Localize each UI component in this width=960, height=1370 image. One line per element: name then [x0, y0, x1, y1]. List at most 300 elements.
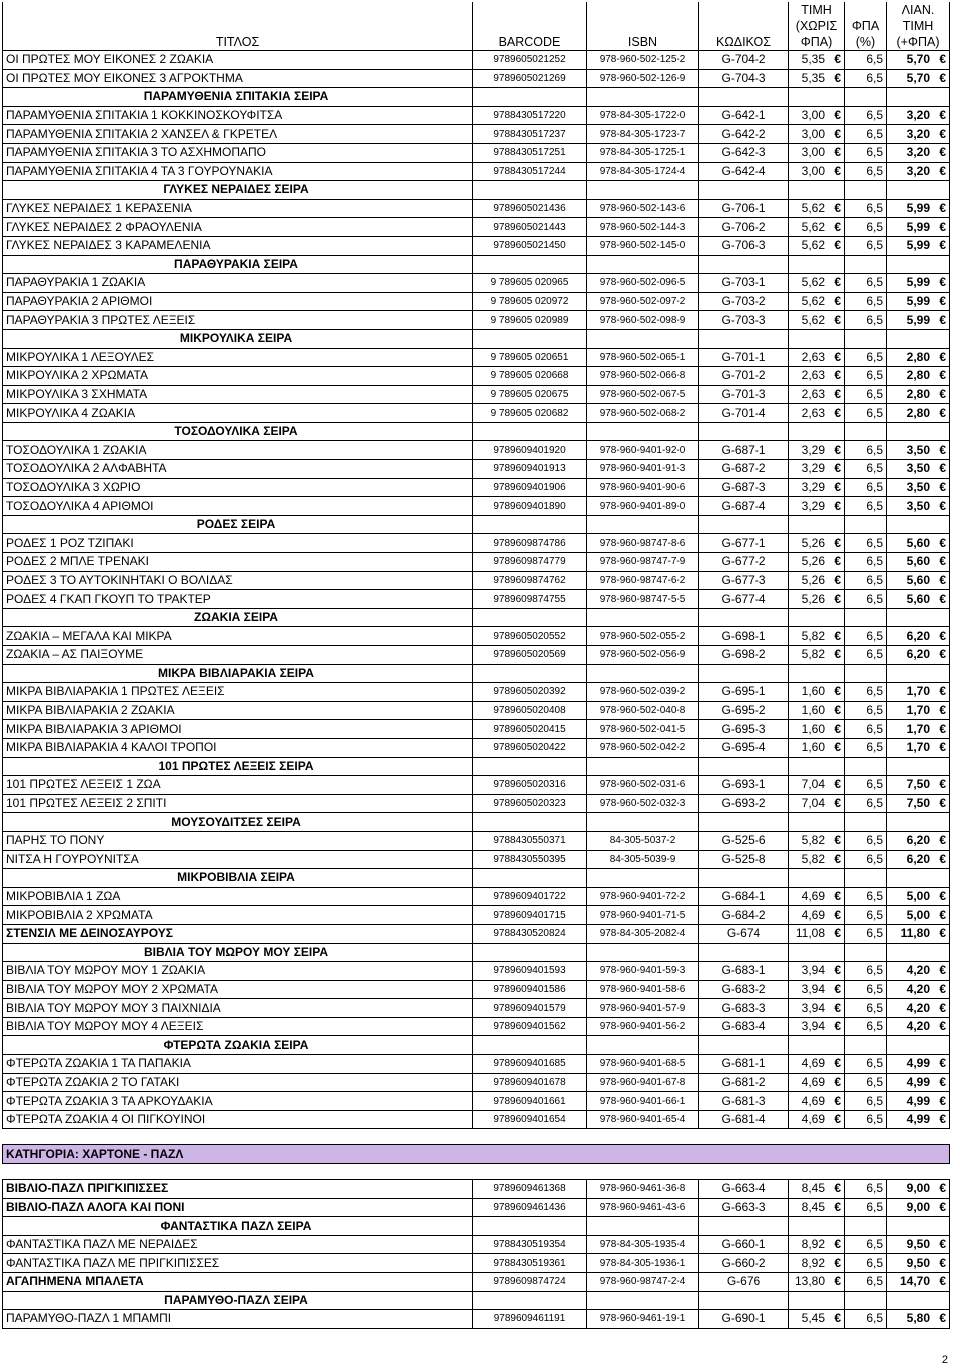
table-row	[3, 701, 950, 720]
item-vat: 6,5	[845, 1273, 887, 1292]
item-price-value: 2,63	[801, 368, 825, 383]
item-isbn: 978-84-305-1935-4	[587, 1235, 699, 1254]
item-price-value: 1,60	[801, 684, 825, 699]
euro-icon: €	[939, 219, 946, 234]
euro-icon: €	[834, 238, 841, 253]
item-title: ΡΟΔΕΣ 1 ΡΟΖ ΤΖΙΠΑΚΙ	[3, 534, 473, 553]
item-vat: 6,5	[845, 460, 887, 479]
item-code: G-663-3	[699, 1198, 789, 1217]
item-price-value: 3,94	[801, 981, 825, 996]
item-retail	[887, 1310, 950, 1329]
item-vat: 6,5	[845, 348, 887, 367]
item-isbn: 978-960-98747-2-4	[587, 1273, 699, 1292]
item-vat: 6,5	[845, 69, 887, 88]
item-retail	[887, 348, 950, 367]
item-code: G-677-4	[699, 590, 789, 609]
item-vat: 6,5	[845, 143, 887, 162]
spacer-row	[3, 1164, 950, 1180]
item-retail	[887, 887, 950, 906]
empty-cell	[845, 181, 887, 200]
item-price-value: 3,00	[801, 126, 825, 141]
euro-icon: €	[939, 628, 946, 643]
table-row	[3, 1110, 950, 1129]
item-price-value: 5,62	[801, 201, 825, 216]
item-barcode: 9789605021450	[473, 236, 587, 255]
empty-cell	[789, 869, 845, 888]
empty-cell	[587, 1036, 699, 1055]
item-retail-value: 5,60	[906, 572, 930, 587]
euro-icon: €	[834, 349, 841, 364]
table-row	[3, 106, 950, 125]
euro-icon: €	[834, 163, 841, 178]
item-isbn: 978-960-9401-59-3	[587, 962, 699, 981]
euro-icon: €	[939, 349, 946, 364]
item-retail-value: 3,20	[906, 108, 930, 123]
empty-cell	[699, 1217, 789, 1236]
item-code: G-660-2	[699, 1254, 789, 1273]
table-row	[3, 292, 950, 311]
item-barcode: 9788430519361	[473, 1254, 587, 1273]
item-retail-value: 9,50	[906, 1237, 930, 1252]
item-vat: 6,5	[845, 1110, 887, 1129]
item-price-value: 3,29	[801, 498, 825, 513]
item-vat: 6,5	[845, 404, 887, 423]
item-code: G-525-8	[699, 850, 789, 869]
item-code: G-683-1	[699, 962, 789, 981]
series-row	[3, 813, 950, 832]
item-price-value: 5,62	[801, 275, 825, 290]
item-retail	[887, 999, 950, 1018]
item-barcode: 9789609401661	[473, 1092, 587, 1111]
item-isbn: 978-960-502-068-2	[587, 404, 699, 423]
item-barcode: 9789609874779	[473, 553, 587, 572]
item-retail	[887, 571, 950, 590]
table-row	[3, 646, 950, 665]
item-isbn: 978-960-98747-7-9	[587, 553, 699, 572]
item-retail-value: 6,20	[906, 647, 930, 662]
series-title: ΡΟΔΕΣ ΣΕΙΡΑ	[3, 515, 473, 534]
item-vat: 6,5	[845, 478, 887, 497]
item-code: G-704-2	[699, 51, 789, 70]
item-price-value: 4,69	[801, 907, 825, 922]
empty-cell	[887, 255, 950, 274]
item-price	[789, 534, 845, 553]
item-retail-value: 5,70	[906, 52, 930, 67]
empty-cell	[845, 757, 887, 776]
table-row	[3, 1017, 950, 1036]
item-price	[789, 236, 845, 255]
item-title: ΒΙΒΛΙΑ ΤΟΥ ΜΩΡΟΥ ΜΟΥ 2 ΧΡΩΜΑΤΑ	[3, 980, 473, 999]
item-isbn: 978-960-9401-91-3	[587, 460, 699, 479]
empty-cell	[887, 181, 950, 200]
item-price	[789, 143, 845, 162]
item-vat: 6,5	[845, 776, 887, 795]
item-code: G-642-1	[699, 106, 789, 125]
euro-icon: €	[834, 126, 841, 141]
euro-icon: €	[834, 1000, 841, 1015]
empty-cell	[887, 813, 950, 832]
empty-cell	[887, 329, 950, 348]
euro-icon: €	[939, 889, 946, 904]
item-price	[789, 794, 845, 813]
item-title: ΠΑΡΑΘΥΡΑΚΙΑ 3 ΠΡΩΤΕΣ ΛΕΞΕΙΣ	[3, 311, 473, 330]
item-retail	[887, 1073, 950, 1092]
series-row	[3, 943, 950, 962]
table-row	[3, 460, 950, 479]
empty-cell	[699, 1291, 789, 1310]
item-isbn: 978-960-9401-72-2	[587, 887, 699, 906]
item-price-value: 5,35	[801, 52, 825, 67]
item-price-value: 8,45	[801, 1199, 825, 1214]
item-retail-value: 2,80	[906, 386, 930, 401]
table-row	[3, 199, 950, 218]
table-row	[3, 497, 950, 516]
item-retail-value: 5,00	[906, 889, 930, 904]
euro-icon: €	[834, 963, 841, 978]
item-vat: 6,5	[845, 738, 887, 757]
item-price-value: 5,62	[801, 238, 825, 253]
item-retail	[887, 1092, 950, 1111]
item-retail-value: 3,50	[906, 442, 930, 457]
item-isbn: 978-960-502-065-1	[587, 348, 699, 367]
item-barcode: 9788430517251	[473, 143, 587, 162]
empty-cell	[473, 813, 587, 832]
item-vat: 6,5	[845, 1235, 887, 1254]
item-title: ΜΙΚΡΟΥΛΙΚΑ 2 ΧΡΩΜΑΤΑ	[3, 367, 473, 386]
item-code: G-676	[699, 1273, 789, 1292]
empty-cell	[699, 608, 789, 627]
item-retail	[887, 497, 950, 516]
item-barcode: 9789605020422	[473, 738, 587, 757]
item-retail-value: 9,00	[906, 1199, 930, 1214]
table-row	[3, 1180, 950, 1199]
item-retail	[887, 683, 950, 702]
item-title: ΦΤΕΡΩΤΑ ΖΩΑΚΙΑ 3 ΤΑ ΑΡΚΟΥΔΑΚΙΑ	[3, 1092, 473, 1111]
item-vat: 6,5	[845, 385, 887, 404]
empty-cell	[887, 664, 950, 683]
item-price	[789, 199, 845, 218]
euro-icon: €	[939, 721, 946, 736]
item-price	[789, 1198, 845, 1217]
item-barcode: 9789609401678	[473, 1073, 587, 1092]
item-isbn: 978-960-502-031-6	[587, 776, 699, 795]
item-price	[789, 385, 845, 404]
item-retail-value: 5,70	[906, 70, 930, 85]
item-code: G-681-3	[699, 1092, 789, 1111]
series-title: ΦΤΕΡΩΤΑ ΖΩΑΚΙΑ ΣΕΙΡΑ	[3, 1036, 473, 1055]
item-retail	[887, 924, 950, 943]
item-barcode: 9789605021443	[473, 218, 587, 237]
euro-icon: €	[834, 1019, 841, 1034]
table-row	[3, 367, 950, 386]
item-code: G-660-1	[699, 1235, 789, 1254]
item-title: ΜΙΚΡΟΒΙΒΛΙΑ 2 ΧΡΩΜΑΤΑ	[3, 906, 473, 925]
item-retail	[887, 906, 950, 925]
item-barcode: 9788430519354	[473, 1235, 587, 1254]
header-title: ΤΙΤΛΟΣ	[3, 2, 473, 51]
item-retail-value: 4,20	[906, 1019, 930, 1034]
item-title: ΟΙ ΠΡΩΤΕΣ ΜΟΥ ΕΙΚΟΝΕΣ 3 ΑΓΡΟΚΤΗΜΑ	[3, 69, 473, 88]
euro-icon: €	[939, 442, 946, 457]
item-price	[789, 831, 845, 850]
euro-icon: €	[939, 1255, 946, 1270]
item-title: ΦΤΕΡΩΤΑ ΖΩΑΚΙΑ 1 ΤΑ ΠΑΠΑΚΙΑ	[3, 1055, 473, 1074]
item-code: G-704-3	[699, 69, 789, 88]
item-isbn: 978-960-502-097-2	[587, 292, 699, 311]
item-price-value: 4,69	[801, 1112, 825, 1127]
item-price	[789, 311, 845, 330]
item-price-value: 5,26	[801, 535, 825, 550]
item-price	[789, 348, 845, 367]
series-title: ΓΛΥΚΕΣ ΝΕΡΑΙΔΕΣ ΣΕΙΡΑ	[3, 181, 473, 200]
item-title: ΜΙΚΡΟΒΙΒΛΙΑ 1 ΖΩΑ	[3, 887, 473, 906]
item-barcode: 9789609401685	[473, 1055, 587, 1074]
item-retail-value: 4,20	[906, 981, 930, 996]
item-title: ΒΙΒΛΙΟ-ΠΑΖΛ ΠΡΙΓΚΙΠΙΣΣΕΣ	[3, 1180, 473, 1199]
item-code: G-677-3	[699, 571, 789, 590]
item-code: G-684-1	[699, 887, 789, 906]
item-barcode: 9789609874786	[473, 534, 587, 553]
euro-icon: €	[939, 926, 946, 941]
euro-icon: €	[834, 275, 841, 290]
item-vat: 6,5	[845, 497, 887, 516]
empty-cell	[789, 608, 845, 627]
item-price-value: 7,04	[801, 796, 825, 811]
empty-cell	[845, 422, 887, 441]
item-isbn: 978-84-305-1722-0	[587, 106, 699, 125]
item-code: G-706-3	[699, 236, 789, 255]
item-retail	[887, 385, 950, 404]
empty-cell	[473, 757, 587, 776]
empty-cell	[473, 664, 587, 683]
empty-cell	[587, 943, 699, 962]
empty-cell	[887, 608, 950, 627]
item-barcode: 9788430517244	[473, 162, 587, 181]
euro-icon: €	[834, 796, 841, 811]
item-barcode: 9789609461191	[473, 1310, 587, 1329]
item-price-value: 3,00	[801, 145, 825, 160]
euro-icon: €	[939, 294, 946, 309]
item-price	[789, 404, 845, 423]
euro-icon: €	[834, 219, 841, 234]
series-row	[3, 1291, 950, 1310]
euro-icon: €	[939, 1311, 946, 1326]
euro-icon: €	[939, 52, 946, 67]
item-code: G-701-2	[699, 367, 789, 386]
table-row	[3, 236, 950, 255]
item-vat: 6,5	[845, 794, 887, 813]
table-row	[3, 962, 950, 981]
euro-icon: €	[834, 1056, 841, 1071]
item-vat: 6,5	[845, 887, 887, 906]
series-row	[3, 255, 950, 274]
item-barcode: 9789609401593	[473, 962, 587, 981]
item-price-value: 2,63	[801, 386, 825, 401]
item-vat: 6,5	[845, 1198, 887, 1217]
euro-icon: €	[834, 461, 841, 476]
item-isbn: 978-960-9401-67-8	[587, 1073, 699, 1092]
item-isbn: 978-84-305-2082-4	[587, 924, 699, 943]
item-vat: 6,5	[845, 980, 887, 999]
item-price-value: 1,60	[801, 740, 825, 755]
empty-cell	[473, 181, 587, 200]
item-title: ΡΟΔΕΣ 3 ΤΟ ΑΥΤΟΚΙΝΗΤΑΚΙ Ο ΒΟΛΙΔΑΣ	[3, 571, 473, 590]
item-title: ΠΑΡΑΜΥΘΟ-ΠΑΖΛ 1 ΜΠΑΜΠΙ	[3, 1310, 473, 1329]
item-retail-value: 9,00	[906, 1181, 930, 1196]
table-row	[3, 218, 950, 237]
empty-cell	[887, 757, 950, 776]
empty-cell	[789, 757, 845, 776]
item-price-value: 8,45	[801, 1181, 825, 1196]
euro-icon: €	[939, 70, 946, 85]
empty-cell	[789, 255, 845, 274]
empty-cell	[789, 181, 845, 200]
empty-cell	[789, 329, 845, 348]
item-vat: 6,5	[845, 199, 887, 218]
euro-icon: €	[834, 907, 841, 922]
item-price-value: 4,69	[801, 1093, 825, 1108]
empty-cell	[587, 255, 699, 274]
empty-cell	[473, 422, 587, 441]
item-title: ΦΤΕΡΩΤΑ ΖΩΑΚΙΑ 2 ΤΟ ΓΑΤΑΚΙ	[3, 1073, 473, 1092]
item-barcode: 9789609401562	[473, 1017, 587, 1036]
series-title: ΠΑΡΑΘΥΡΑΚΙΑ ΣΕΙΡΑ	[3, 255, 473, 274]
empty-cell	[473, 1291, 587, 1310]
header-vat: ΦΠΑ (%)	[845, 2, 887, 51]
item-retail	[887, 962, 950, 981]
empty-cell	[587, 515, 699, 534]
item-title: ΠΑΡΑΘΥΡΑΚΙΑ 1 ΖΩΑΚΙΑ	[3, 274, 473, 293]
item-title: ΒΙΒΛΙΟ-ΠΑΖΛ ΑΛΟΓΑ ΚΑΙ ΠΟΝΙ	[3, 1198, 473, 1217]
item-barcode: 9 789605 020989	[473, 311, 587, 330]
item-price	[789, 218, 845, 237]
euro-icon: €	[939, 126, 946, 141]
item-isbn: 978-960-9401-66-1	[587, 1092, 699, 1111]
item-retail-value: 7,50	[906, 796, 930, 811]
euro-icon: €	[834, 628, 841, 643]
item-title: ΠΑΡΑΜΥΘΕΝΙΑ ΣΠΙΤΑΚΙΑ 3 ΤΟ ΑΣΧΗΜΟΠΑΠΟ	[3, 143, 473, 162]
item-code: G-642-3	[699, 143, 789, 162]
item-price	[789, 1017, 845, 1036]
series-row	[3, 1036, 950, 1055]
series-title: ΦΑΝΤΑΣΤΙΚΑ ΠΑΖΛ ΣΕΙΡΑ	[3, 1217, 473, 1236]
euro-icon: €	[834, 721, 841, 736]
empty-cell	[789, 813, 845, 832]
euro-icon: €	[939, 684, 946, 699]
euro-icon: €	[834, 70, 841, 85]
item-retail	[887, 106, 950, 125]
euro-icon: €	[834, 535, 841, 550]
item-code: G-706-2	[699, 218, 789, 237]
item-title: ΡΟΔΕΣ 4 ΓΚΑΠ ΓΚΟΥΠ ΤΟ ΤΡΑΚΤΕΡ	[3, 590, 473, 609]
euro-icon: €	[939, 572, 946, 587]
empty-cell	[587, 88, 699, 107]
item-isbn: 978-960-502-125-2	[587, 51, 699, 70]
item-price	[789, 1055, 845, 1074]
item-code: G-683-4	[699, 1017, 789, 1036]
item-code: G-683-3	[699, 999, 789, 1018]
item-retail-value: 4,99	[906, 1093, 930, 1108]
item-code: G-677-1	[699, 534, 789, 553]
euro-icon: €	[834, 833, 841, 848]
item-price	[789, 962, 845, 981]
item-retail	[887, 274, 950, 293]
item-price	[789, 1110, 845, 1129]
item-barcode: 9788430550395	[473, 850, 587, 869]
euro-icon: €	[834, 294, 841, 309]
item-barcode: 9789609401906	[473, 478, 587, 497]
euro-icon: €	[834, 981, 841, 996]
table-row	[3, 1198, 950, 1217]
item-title: ΝΙΤΣΑ Η ΓΟΥΡΟΥΝΙΤΣΑ	[3, 850, 473, 869]
euro-icon: €	[834, 703, 841, 718]
empty-cell	[699, 943, 789, 962]
series-row	[3, 608, 950, 627]
empty-cell	[699, 181, 789, 200]
item-barcode: 9789609401586	[473, 980, 587, 999]
euro-icon: €	[939, 554, 946, 569]
item-title: ΠΑΡΑΜΥΘΕΝΙΑ ΣΠΙΤΑΚΙΑ 4 ΤΑ 3 ΓΟΥΡΟΥΝΑΚΙΑ	[3, 162, 473, 181]
item-vat: 6,5	[845, 720, 887, 739]
empty-cell	[587, 869, 699, 888]
item-vat: 6,5	[845, 274, 887, 293]
item-isbn: 978-960-9401-89-0	[587, 497, 699, 516]
item-price-value: 11,08	[795, 926, 825, 941]
empty-cell	[789, 88, 845, 107]
item-title: ΡΟΔΕΣ 2 ΜΠΛΕ ΤΡΕΝΑΚΙ	[3, 553, 473, 572]
item-barcode: 9789609874724	[473, 1273, 587, 1292]
item-vat: 6,5	[845, 1310, 887, 1329]
item-price-value: 1,60	[801, 703, 825, 718]
item-barcode: 9788430517237	[473, 125, 587, 144]
item-retail-value: 5,60	[906, 535, 930, 550]
header-row	[3, 2, 950, 51]
item-price-value: 5,82	[801, 628, 825, 643]
item-retail-value: 5,99	[906, 275, 930, 290]
item-retail	[887, 1017, 950, 1036]
euro-icon: €	[834, 479, 841, 494]
spacer-cell	[3, 1164, 950, 1180]
empty-cell	[473, 1036, 587, 1055]
empty-cell	[473, 943, 587, 962]
euro-icon: €	[834, 572, 841, 587]
item-retail	[887, 51, 950, 70]
item-price	[789, 1073, 845, 1092]
empty-cell	[789, 515, 845, 534]
item-isbn: 978-960-502-042-2	[587, 738, 699, 757]
euro-icon: €	[834, 1199, 841, 1214]
item-price	[789, 1092, 845, 1111]
header-retail: ΛΙΑΝ. ΤΙΜΗ (+ΦΠΑ)	[887, 2, 950, 51]
item-code: G-695-2	[699, 701, 789, 720]
item-price-value: 5,26	[801, 591, 825, 606]
item-isbn: 978-960-502-066-8	[587, 367, 699, 386]
item-retail	[887, 143, 950, 162]
item-vat: 6,5	[845, 906, 887, 925]
item-isbn: 978-960-9401-58-6	[587, 980, 699, 999]
item-code: G-674	[699, 924, 789, 943]
item-retail-value: 5,60	[906, 591, 930, 606]
item-retail-value: 3,50	[906, 498, 930, 513]
item-retail-value: 4,20	[906, 1000, 930, 1015]
item-barcode: 9788430520824	[473, 924, 587, 943]
item-barcode: 9 789605 020972	[473, 292, 587, 311]
item-isbn: 978-960-502-126-9	[587, 69, 699, 88]
euro-icon: €	[939, 163, 946, 178]
item-isbn: 978-960-502-098-9	[587, 311, 699, 330]
item-isbn: 978-84-305-1723-7	[587, 125, 699, 144]
item-barcode: 9789605020552	[473, 627, 587, 646]
